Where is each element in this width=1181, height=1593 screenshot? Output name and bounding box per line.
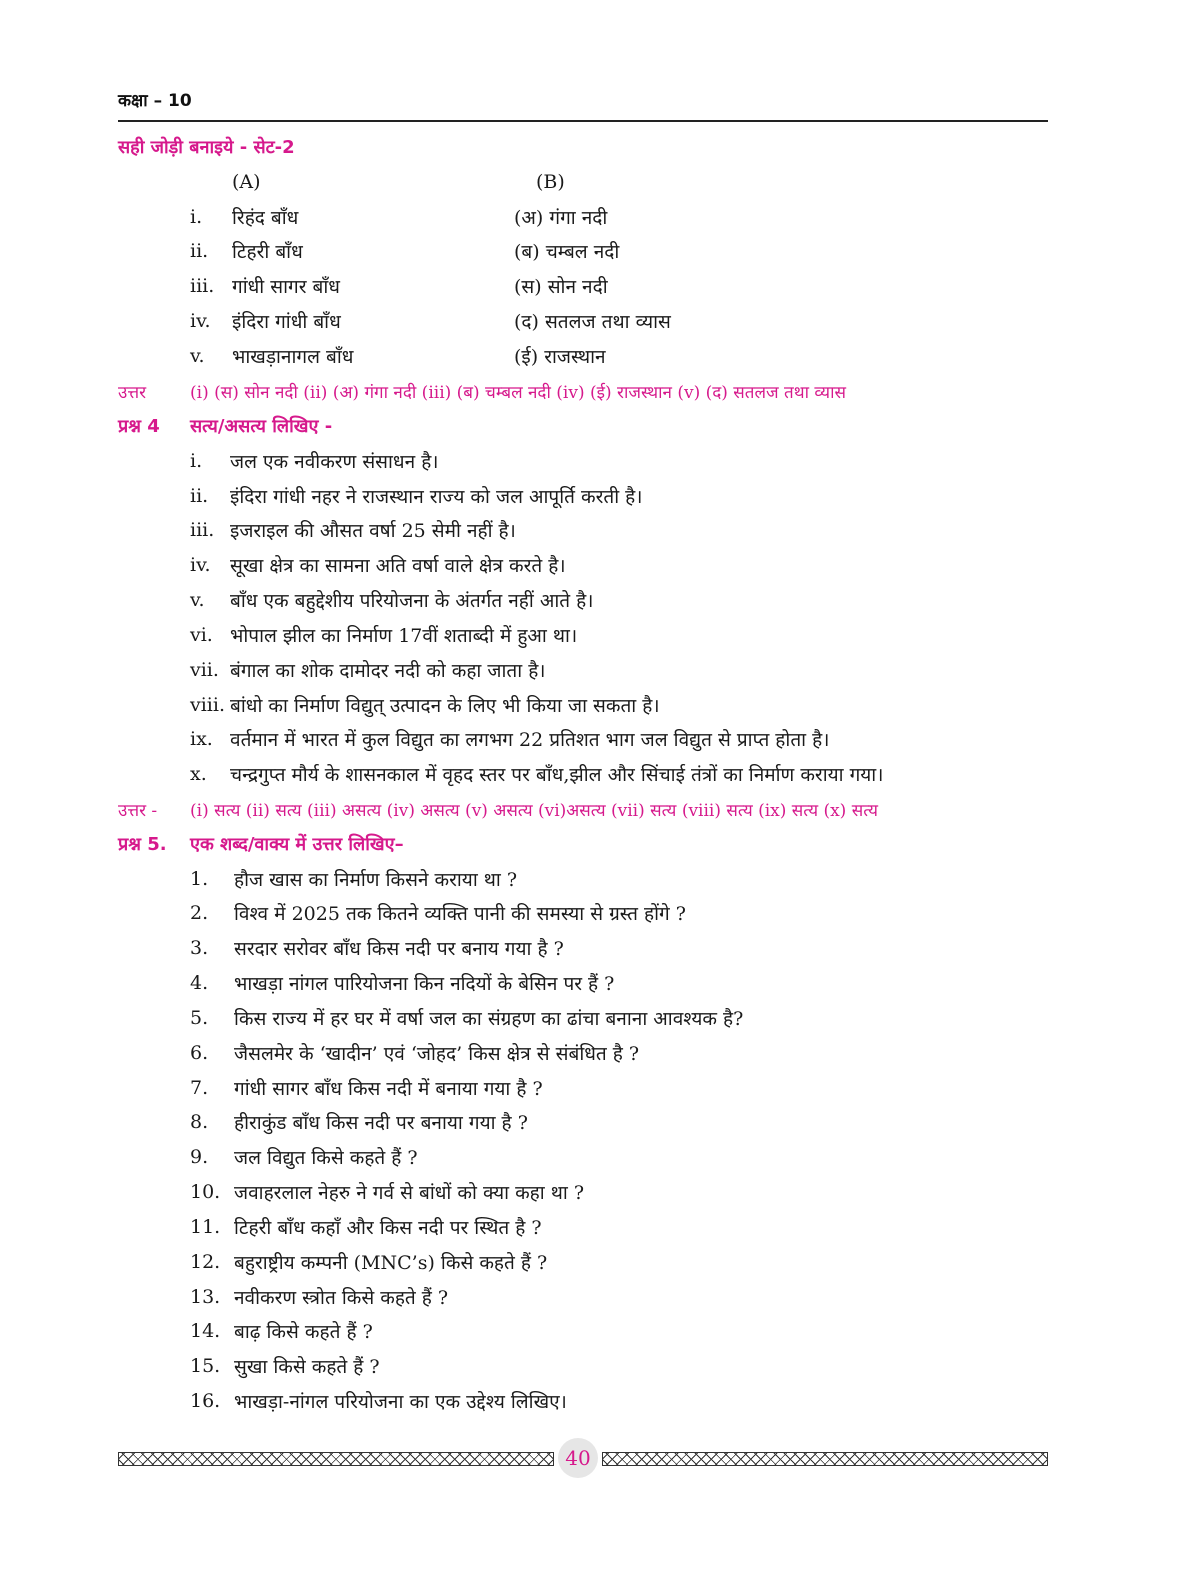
item-text: चन्द्रगुप्त मौर्य के शासनकाल में वृहद स्तर पर बाँध,झील और सिंचाई तंत्रों का निर्माण कराया गया।: [230, 764, 884, 786]
item-num: 3.: [190, 937, 209, 959]
item-text: सरदार सरोवर बाँध किस नदी पर बनाय गया है ?: [234, 938, 564, 960]
q4-item: [190, 444, 439, 478]
q5-heading: [118, 827, 404, 861]
match-column-headers: [0, 165, 1181, 199]
q4-heading: [118, 409, 332, 443]
page-number: 40: [558, 1438, 598, 1478]
q4-label: प्रश्न 4: [118, 416, 160, 437]
q5-item: [190, 1105, 528, 1139]
class-title: कक्षा – 10: [118, 91, 192, 111]
match-row-b: (अ) गंगा नदी: [514, 207, 608, 229]
item-text: गांधी सागर बाँध किस नदी में बनाया गया है ?: [234, 1078, 543, 1100]
q4-item: [190, 618, 577, 652]
item-text: जैसलमेर के ‘खादीन’ एवं ‘जोहद’ किस क्षेत्र से संबंधित है ?: [234, 1043, 640, 1065]
q4-item: [190, 513, 516, 547]
q5-item: [190, 896, 686, 930]
column-a-header: (A): [232, 171, 261, 193]
set2-answer-text: (i) (स) सोन नदी (ii) (अ) गंगा नदी (iii) (ब) चम्बल नदी (iv) (ई) राजस्थान (v) (द) सतलज तथा व्यास: [190, 382, 846, 403]
answer-label: उत्तर: [118, 382, 147, 403]
q4-item: [190, 757, 883, 791]
header-divider: [118, 120, 1048, 122]
item-text: हीराकुंड बाँध किस नदी पर बनाया गया है ?: [234, 1112, 528, 1134]
item-num: iii.: [190, 519, 215, 541]
match-row-b: (ई) राजस्थान: [514, 346, 606, 368]
answer-label: उत्तर -: [118, 800, 158, 821]
q5-item: [190, 1314, 373, 1348]
q5-label: प्रश्न 5.: [118, 834, 167, 855]
item-num: 16.: [190, 1390, 221, 1412]
item-text: बाँध एक बहुद्देशीय परियोजना के अंतर्गत नहीं आते है।: [230, 590, 594, 612]
item-num: vii.: [190, 659, 219, 681]
q4-item: [190, 653, 546, 687]
column-b-header: (B): [536, 171, 565, 193]
q5-item: [190, 1210, 542, 1244]
item-num: 9.: [190, 1146, 209, 1168]
match-row: [0, 234, 1181, 268]
item-text: सूखा क्षेत्र का सामना अति वर्षा वाले क्षेत्र करते है।: [230, 555, 566, 577]
item-num: v.: [190, 589, 205, 611]
item-text: बांधो का निर्माण विद्युत् उत्पादन के लिए भी किया जा सकता है।: [230, 695, 660, 717]
match-row-a: टिहरी बाँध: [232, 241, 303, 263]
match-row: [0, 269, 1181, 303]
set2-heading: सही जोड़ी बनाइये - सेट-2: [118, 137, 295, 158]
page-footer: [118, 1448, 1048, 1472]
item-text: बंगाल का शोक दामोदर नदी को कहा जाता है।: [230, 660, 546, 682]
match-row-a: भाखड़ानागल बाँध: [232, 346, 354, 368]
match-row-a: गांधी सागर बाँध: [232, 276, 340, 298]
page-header: [118, 88, 1048, 111]
q5-item: [190, 966, 614, 1000]
q5-item: [190, 1349, 380, 1383]
item-num: 11.: [190, 1216, 221, 1238]
q5-item: [190, 1384, 567, 1418]
q5-item: [190, 931, 564, 965]
q4-item: [190, 479, 642, 513]
item-text: जवाहरलाल नेहरु ने गर्व से बांधों को क्या कहा था ?: [234, 1182, 585, 1204]
footer-ornament-left: [118, 1452, 554, 1466]
match-row-num: v.: [190, 345, 205, 367]
q5-item: [190, 1175, 584, 1209]
item-text: भाखड़ा-नांगल परियोजना का एक उद्देश्य लिखिए।: [234, 1391, 567, 1413]
item-num: ix.: [190, 728, 213, 750]
item-num: 5.: [190, 1007, 209, 1029]
q5-item: [190, 1001, 743, 1035]
item-text: भोपाल झील का निर्माण 17वीं शताब्दी में हुआ था।: [230, 625, 578, 647]
item-num: 15.: [190, 1355, 221, 1377]
q5-title: एक शब्द/वाक्य में उत्तर लिखिए–: [190, 834, 404, 855]
item-text: इंदिरा गांधी नहर ने राजस्थान राज्य को जल आपूर्ति करती है।: [230, 486, 643, 508]
item-text: बाढ़ किसे कहते हैं ?: [234, 1321, 373, 1343]
q5-item: [190, 1071, 543, 1105]
q4-item: [190, 583, 593, 617]
match-row-a: इंदिरा गांधी बाँध: [232, 311, 341, 333]
item-num: viii.: [190, 694, 226, 716]
q4-item: [190, 548, 566, 582]
q4-item: [190, 688, 660, 722]
item-text: बहुराष्ट्रीय कम्पनी (MNC’s) किसे कहते हैं ?: [234, 1252, 548, 1274]
item-num: i.: [190, 450, 203, 472]
item-num: 4.: [190, 972, 209, 994]
item-num: 1.: [190, 868, 209, 890]
match-row-num: iv.: [190, 310, 211, 332]
item-num: 8.: [190, 1111, 209, 1133]
item-text: किस राज्य में हर घर में वर्षा जल का संग्रहण का ढांचा बनाना आवश्यक है?: [234, 1008, 744, 1030]
item-num: x.: [190, 763, 207, 785]
q4-item: [190, 722, 829, 756]
q5-item: [190, 1245, 547, 1279]
item-text: टिहरी बाँध कहाँ और किस नदी पर स्थित है ?: [234, 1217, 542, 1239]
item-num: iv.: [190, 554, 211, 576]
item-text: जल एक नवीकरण संसाधन है।: [230, 451, 439, 473]
item-text: वर्तमान में भारत में कुल विद्युत का लगभग 22 प्रतिशत भाग जल विद्युत से प्राप्त होता है।: [230, 729, 830, 751]
item-text: सुखा किसे कहते हैं ?: [234, 1356, 380, 1378]
item-num: 13.: [190, 1286, 221, 1308]
match-row: [0, 200, 1181, 234]
set2-answer-row: [118, 374, 1048, 408]
item-text: विश्व में 2025 तक कितने व्यक्ति पानी की समस्या से ग्रस्त होंगे ?: [234, 903, 686, 925]
item-text: हौज खास का निर्माण किसने कराया था ?: [234, 869, 518, 891]
match-row-num: iii.: [190, 275, 215, 297]
q4-title: सत्य/असत्य लिखिए -: [190, 416, 333, 437]
match-row: [0, 339, 1181, 373]
item-num: vi.: [190, 624, 213, 646]
item-num: 2.: [190, 902, 209, 924]
item-text: जल विद्युत किसे कहते हैं ?: [234, 1147, 418, 1169]
match-row-b: (स) सोन नदी: [514, 276, 608, 298]
match-row-a: रिहंद बाँध: [232, 207, 299, 229]
match-row-b: (ब) चम्बल नदी: [514, 241, 620, 263]
item-num: 10.: [190, 1181, 221, 1203]
match-row-num: i.: [190, 206, 203, 228]
q4-answer-row: [118, 792, 1058, 826]
item-text: नवीकरण स्त्रोत किसे कहते हैं ?: [234, 1287, 449, 1309]
match-row-b: (द) सतलज तथा व्यास: [514, 311, 671, 333]
item-text: इजराइल की औसत वर्षा 25 सेमी नहीं है।: [230, 520, 516, 542]
match-row-num: ii.: [190, 240, 209, 262]
footer-ornament-right: [602, 1452, 1048, 1466]
item-num: 7.: [190, 1077, 209, 1099]
q5-item: [190, 1280, 448, 1314]
item-text: भाखड़ा नांगल पारियोजना किन नदियों के बेसिन पर हैं ?: [234, 973, 615, 995]
item-num: 12.: [190, 1251, 221, 1273]
item-num: 6.: [190, 1042, 209, 1064]
match-row: [0, 304, 1181, 338]
q5-item: [190, 862, 517, 896]
item-num: 14.: [190, 1320, 221, 1342]
q5-item: [190, 1140, 418, 1174]
q5-item: [190, 1036, 639, 1070]
q4-answer-text: (i) सत्य (ii) सत्य (iii) असत्य (iv) असत्य (v) असत्य (vi)असत्य (vii) सत्य (viii) सत्य (ix) सत्य (x) सत्य: [190, 800, 878, 821]
item-num: ii.: [190, 485, 209, 507]
